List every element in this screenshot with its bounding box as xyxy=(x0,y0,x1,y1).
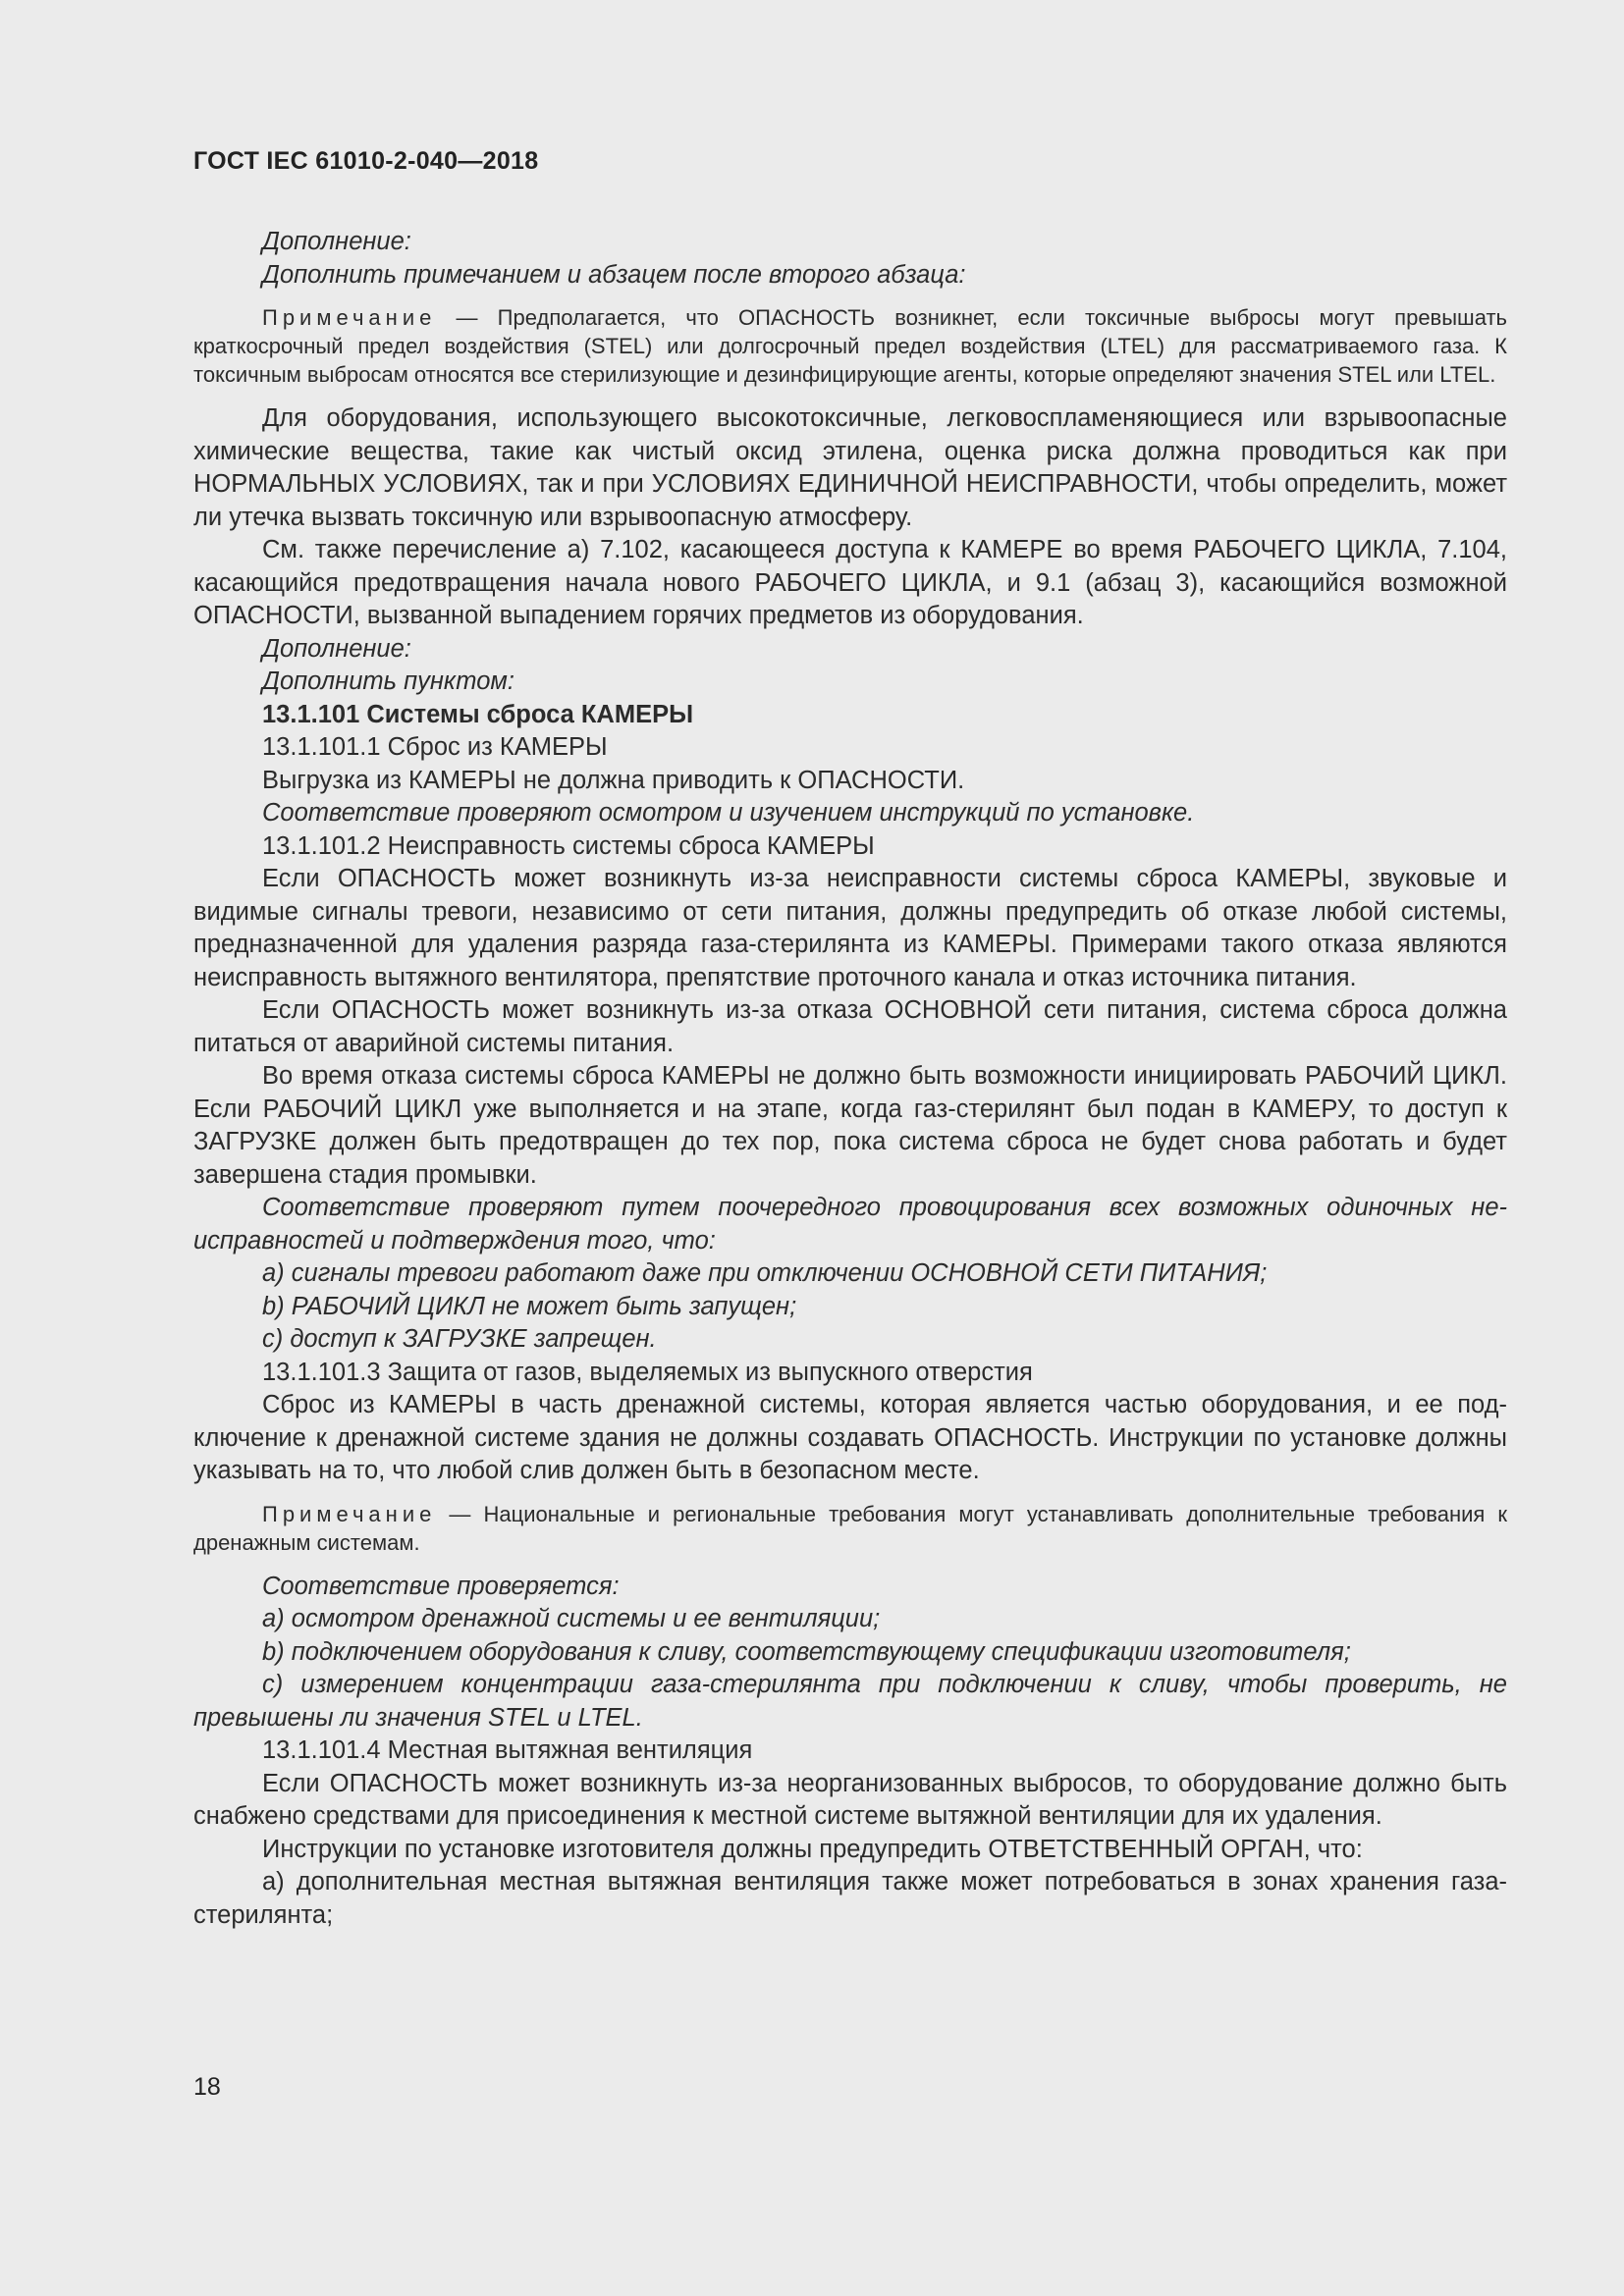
paragraph: См. также перечисление а) 7.102, касающееся доступа к КАМЕРЕ во время РАБОЧЕГО ЦИКЛА, 7.104, касающийся предотвращения начала нового РАБОЧЕГО ЦИКЛА, и 9.1 (абзац 3), касающийся возможной ОПАСНОСТИ, вызванной выпадением горячих предметов из оборудования. xyxy=(193,536,1507,629)
note-text: — Предполагается, что ОПАСНОСТЬ возникнет, если токсичные выбросы могут превышать краткосрочный предел воздействия (STEL) или долгосрочный предел воздействия (LTEL) для рассматриваемого газа. К токсичным выбросам относятся все стерилизующие и дезинфицирующие агенты, которые определяют значения STEL или LTEL. xyxy=(193,305,1507,387)
paragraph: Если ОПАСНОСТЬ может возникнуть из-за неисправности системы сброса КАМЕРЫ, звуковые и видимые сигналы тревоги, независимо от сети питания, должны предупредить об отказе любой системы, предназначенной для удаления разряда газа-стерилянта из КАМЕРЫ. Примерами такого отказа являются неисправность вытяжного вентилятора, препятствие проточного канала и отказ источника питания. xyxy=(193,865,1507,991)
list-item: c) измерением концентрации газа-стерилянта при подключении к сливу, чтобы проверить, не превышены ли значения STEL и LTEL. xyxy=(193,1671,1507,1732)
compliance-paragraph: Соответствие проверяют осмотром и изучением инструкций по установке. xyxy=(262,799,1195,827)
list-item: a) сигналы тревоги работают даже при отключении ОСНОВНОЙ СЕТИ ПИТАНИЯ; xyxy=(262,1259,1268,1287)
list-item: c) доступ к ЗАГРУЗКЕ запрещен. xyxy=(262,1325,657,1353)
list-item: b) РАБОЧИЙ ЦИКЛ не может быть запущен; xyxy=(262,1292,797,1320)
paragraph: Если ОПАСНОСТЬ может возникнуть из-за неорганизованных выбросов, то оборудование должно быть снабжено средствами для присоединения к местной системе вытяжной вентиляции для их удаления. xyxy=(193,1769,1507,1830)
paragraph: Сброс из КАМЕРЫ в часть дренажной системы, которая является частью оборудования, и ее подключение к дренажной системе здания не должны создавать ОПАСНОСТЬ. Инструкции по установке должны указывать на то, что любой слив должен быть в безопасном месте. xyxy=(193,1391,1507,1484)
addition-label: Дополнение: xyxy=(262,228,411,255)
note-paragraph xyxy=(193,303,1507,389)
subsection-heading: 13.1.101.4 Местная вытяжная вентиляция xyxy=(262,1736,753,1764)
addition-instruction: Дополнить пунктом: xyxy=(262,667,514,695)
page-number: 18 xyxy=(193,2073,221,2101)
paragraph: Для оборудования, использующего высокотоксичные, легковоспламеняющиеся или взрывоопасные химические вещества, такие как чистый оксид этилена, оценка риска должна проводиться как при НОРМАЛЬНЫХ УСЛОВИЯХ, так и при УСЛОВИЯХ ЕДИНИЧНОЙ НЕИСПРАВНОСТИ, чтобы определить, может ли утечка вызвать токсичную или взрывоопасную атмосферу. xyxy=(193,404,1507,531)
note-label: Примечание xyxy=(262,305,437,330)
section-heading: 13.1.101 Системы сброса КАМЕРЫ xyxy=(262,700,694,728)
subsection-heading: 13.1.101.1 Сброс из КАМЕРЫ xyxy=(262,733,608,761)
document-header: ГОСТ IEC 61010-2-040—2018 xyxy=(193,147,539,175)
compliance-paragraph: Соответствие проверяют путем поочередного провоцирования всех возможных одиночных неисправностей и подтверждения того, что: xyxy=(193,1194,1507,1255)
compliance-paragraph: Соответствие проверяется: xyxy=(262,1572,620,1600)
paragraph: Если ОПАСНОСТЬ может возникнуть из-за отказа ОСНОВНОЙ сети питания, система сброса должна питаться от аварийной системы питания. xyxy=(193,996,1507,1057)
note-paragraph xyxy=(193,1500,1507,1557)
subsection-heading: 13.1.101.2 Неисправность системы сброса КАМЕРЫ xyxy=(262,831,875,860)
addition-instruction: Дополнить примечанием и абзацем после второго абзаца: xyxy=(262,260,966,289)
paragraph: Во время отказа системы сброса КАМЕРЫ не должно быть возможности инициировать РАБОЧИЙ ЦИКЛ. Если РАБОЧИЙ ЦИКЛ уже выполняется и на этапе, когда газ-стерилянт был подан в КАМЕРУ, то доступ к ЗАГРУЗКЕ должен быть предотвращен до тех пор, пока система сброса не будет снова работать и будет завершена стадия промывки. xyxy=(193,1062,1507,1189)
list-item: a) дополнительная местная вытяжная вентиляция также может потребоваться в зонах хранения газа-стерилянта; xyxy=(193,1868,1507,1929)
note-label: Примечание xyxy=(262,1501,437,1526)
list-item: a) осмотром дренажной системы и ее вентиляции; xyxy=(262,1605,881,1632)
paragraph: Инструкции по установке изготовителя должны предупредить ОТВЕТСТВЕННЫЙ ОРГАН, что: xyxy=(262,1835,1363,1863)
list-item: b) подключением оборудования к сливу, соответствующему спецификации изготовителя; xyxy=(262,1637,1351,1666)
addition-label: Дополнение: xyxy=(262,634,411,663)
document-body xyxy=(193,226,1507,1932)
subsection-heading: 13.1.101.3 Защита от газов, выделяемых из выпускного отверстия xyxy=(262,1358,1033,1386)
paragraph: Выгрузка из КАМЕРЫ не должна приводить к ОПАСНОСТИ. xyxy=(262,766,965,794)
note-text: — Национальные и региональные требования могут устанавливать дополнительные требования к дренажным системам. xyxy=(193,1501,1507,1555)
